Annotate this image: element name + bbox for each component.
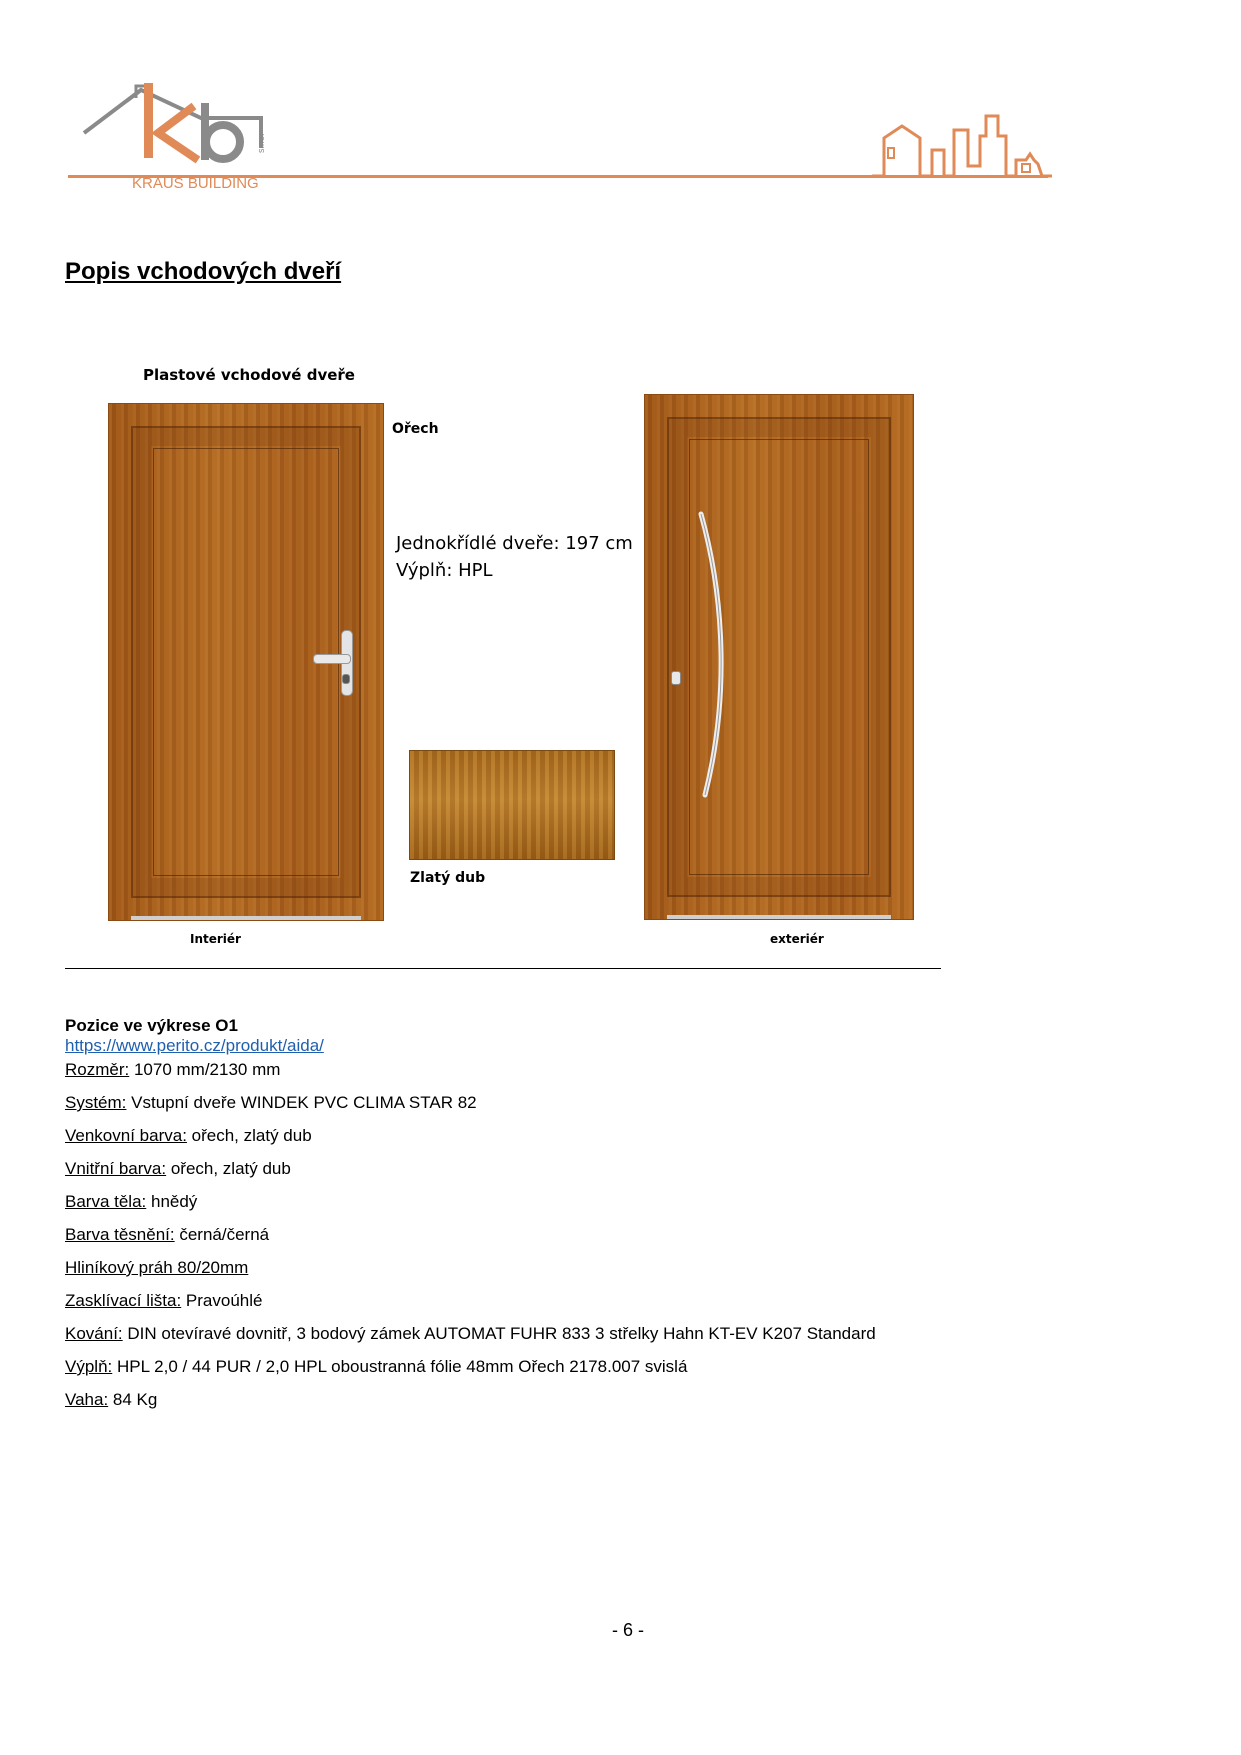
spec-value: 84 Kg xyxy=(108,1390,158,1409)
spec-row xyxy=(65,1258,248,1278)
spec-row xyxy=(65,1192,197,1212)
spec-row xyxy=(65,1126,312,1146)
page-number: - 6 - xyxy=(612,1620,645,1640)
interior-caption: Interiér xyxy=(190,932,241,946)
spec-label: Systém: xyxy=(65,1093,127,1112)
swatch-caption: Zlatý dub xyxy=(410,870,486,886)
spec-value: Vstupní dveře WINDEK PVC CLIMA STAR 82 xyxy=(126,1093,477,1112)
spec-label: Výplň: xyxy=(65,1357,113,1376)
spec-label: Venkovní barva: xyxy=(65,1126,187,1145)
spec-label: Kování: xyxy=(65,1324,123,1343)
skyline-graphic xyxy=(872,108,1052,180)
spec-label: Barva těsnění: xyxy=(65,1225,175,1244)
spec-label: Vnitřní barva: xyxy=(65,1159,167,1178)
door-interior-image xyxy=(108,403,384,921)
door-handle-lever xyxy=(313,654,351,664)
spec-label: Zasklívací lišta: xyxy=(65,1291,182,1310)
spec-value: hnědý xyxy=(146,1192,198,1211)
spec-row xyxy=(65,1093,477,1113)
page-title: Popis vchodových dveří xyxy=(65,258,342,285)
door-panel xyxy=(153,448,339,876)
door-exterior-image xyxy=(644,394,914,920)
spec-label: Rozměr: xyxy=(65,1060,130,1079)
spec-value: DIN otevíravé dovnitř, 3 bodový zámek AUTOMAT FUHR 833 3 střelky Hahn KT-EV K207 Standard xyxy=(122,1324,876,1343)
spec-value: ořech, zlatý dub xyxy=(186,1126,312,1145)
spec-row xyxy=(65,1291,262,1311)
kraus-building-logo xyxy=(66,78,266,193)
logo-suffix: s.r.o. xyxy=(256,133,266,153)
exterior-caption: exteriér xyxy=(770,932,824,946)
spec-label: Vaha: xyxy=(65,1390,109,1409)
spec-row xyxy=(65,1357,687,1377)
color-swatch-golden-oak xyxy=(409,750,615,860)
spec-value: 1070 mm/2130 mm xyxy=(129,1060,281,1079)
lock-cylinder-icon xyxy=(671,671,681,685)
product-link[interactable]: https://www.perito.cz/produkt/aida/ xyxy=(65,1036,324,1055)
section-divider xyxy=(65,968,941,969)
door-threshold xyxy=(667,915,891,919)
spec-label: Barva těla: xyxy=(65,1192,147,1211)
figure-caption-main: Plastové vchodové dveře xyxy=(143,366,355,384)
figure-caption-fill: Výplň: HPL xyxy=(396,560,493,581)
figure-caption-door-type: Jednokřídlé dveře: 197 cm xyxy=(396,533,633,554)
figure-caption-color: Ořech xyxy=(392,421,439,437)
spec-row xyxy=(65,1159,291,1179)
spec-row xyxy=(65,1060,280,1080)
spec-label: Hliníkový práh 80/20mm xyxy=(65,1258,249,1277)
spec-row xyxy=(65,1324,876,1344)
spec-value: HPL 2,0 / 44 PUR / 2,0 HPL oboustranná fólie 48mm Ořech 2178.007 svislá xyxy=(112,1357,688,1376)
spec-value: ořech, zlatý dub xyxy=(166,1159,291,1178)
spec-value: černá/černá xyxy=(174,1225,270,1244)
keyhole-icon xyxy=(342,674,350,684)
spec-row xyxy=(65,1225,269,1245)
spec-row xyxy=(65,1390,157,1410)
logo-text: KRAUS BUILDING xyxy=(132,175,259,192)
door-bar-handle xyxy=(695,510,735,800)
door-threshold xyxy=(131,916,361,920)
spec-value: Pravoúhlé xyxy=(181,1291,263,1310)
drawing-position: Pozice ve výkrese O1 xyxy=(65,1016,238,1035)
